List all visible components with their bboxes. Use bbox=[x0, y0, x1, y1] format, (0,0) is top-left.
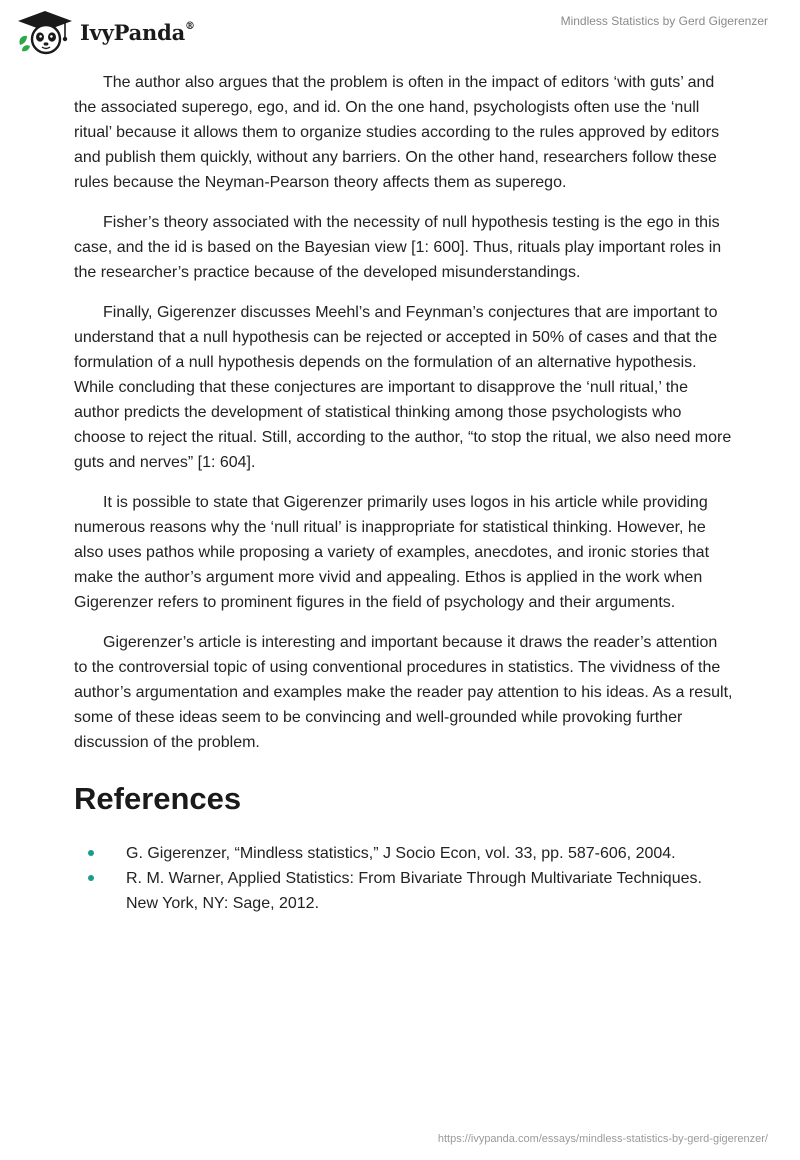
reference-item bbox=[74, 841, 734, 866]
paragraph: The author also argues that the problem is often in the impact of editors ‘with guts’ and the associated superego, ego, and id. On the one hand, psychologists often use the ‘null ritual’ because it allows them to organize studies according to the rules approved by editors and publish them quickly, without any barriers. On the other hand, researchers follow these rules because the Neyman-Pearson theory affects them as superego. bbox=[74, 74, 720, 191]
paragraph: Fisher’s theory associated with the necessity of null hypothesis testing is the ego in this case, and the id is based on the Bayesian view [1: 600]. Thus, rituals play important roles in the researcher’s practice because of the developed misunderstandings. bbox=[74, 214, 722, 281]
ivypanda-logo[interactable] bbox=[16, 9, 195, 55]
paragraph: It is possible to state that Gigerenzer primarily uses logos in his article while providing numerous reasons why the ‘null ritual’ is inappropriate for statistical thinking. However, he also uses pathos while proposing a variety of examples, anecdotes, and ironic stories that make the author’s argument more vivid and appealing. Ethos is applied in the work when Gigerenzer refers to prominent figures in the field of psychology and their arguments. bbox=[74, 494, 710, 611]
source-url[interactable]: https://ivypanda.com/essays/mindless-statistics-by-gerd-gigerenzer/ bbox=[437, 1133, 768, 1145]
panda-graduate-icon bbox=[16, 9, 74, 55]
page-header bbox=[0, 0, 800, 60]
reference-text: R. M. Warner, Applied Statistics: From Bivariate Through Multivariate Techniques. New York, NY: Sage, 2012. bbox=[126, 870, 702, 912]
paragraph: Gigerenzer’s article is interesting and important because it draws the reader’s attention to the controversial topic of using conventional procedures in statistics. The vividness of the author’s argumentation and examples make the reader pay attention to his ideas. As a result, some of these ideas seem to be convincing and well-grounded while provoking further discussion of the problem. bbox=[74, 634, 733, 751]
brand-name: IvyPanda® bbox=[80, 19, 195, 45]
reference-item bbox=[74, 866, 734, 916]
reference-text: G. Gigerenzer, “Mindless statistics,” J Socio Econ, vol. 33, pp. 587-606, 2004. bbox=[126, 845, 676, 862]
references-list bbox=[74, 841, 734, 916]
references-heading: References bbox=[74, 781, 242, 816]
bullet-icon bbox=[88, 875, 94, 881]
document-title: Mindless Statistics by Gerd Gigerenzer bbox=[560, 14, 768, 28]
essay-body bbox=[74, 70, 734, 916]
paragraph: Finally, Gigerenzer discusses Meehl’s and Feynman’s conjectures that are important to understand that a null hypothesis can be rejected or accepted in 50% of cases and that the formulation of a null hypothesis depends on the formulation of an alternative hypothesis. While concluding that these conjectures are important to disapprove the ‘null ritual,’ the author predicts the development of statistical thinking among those psychologists who choose to reject the ritual. Still, according to the author, “to stop the ritual, we also need more guts and nerves” [1: 604]. bbox=[74, 304, 732, 471]
bullet-icon bbox=[88, 850, 94, 856]
